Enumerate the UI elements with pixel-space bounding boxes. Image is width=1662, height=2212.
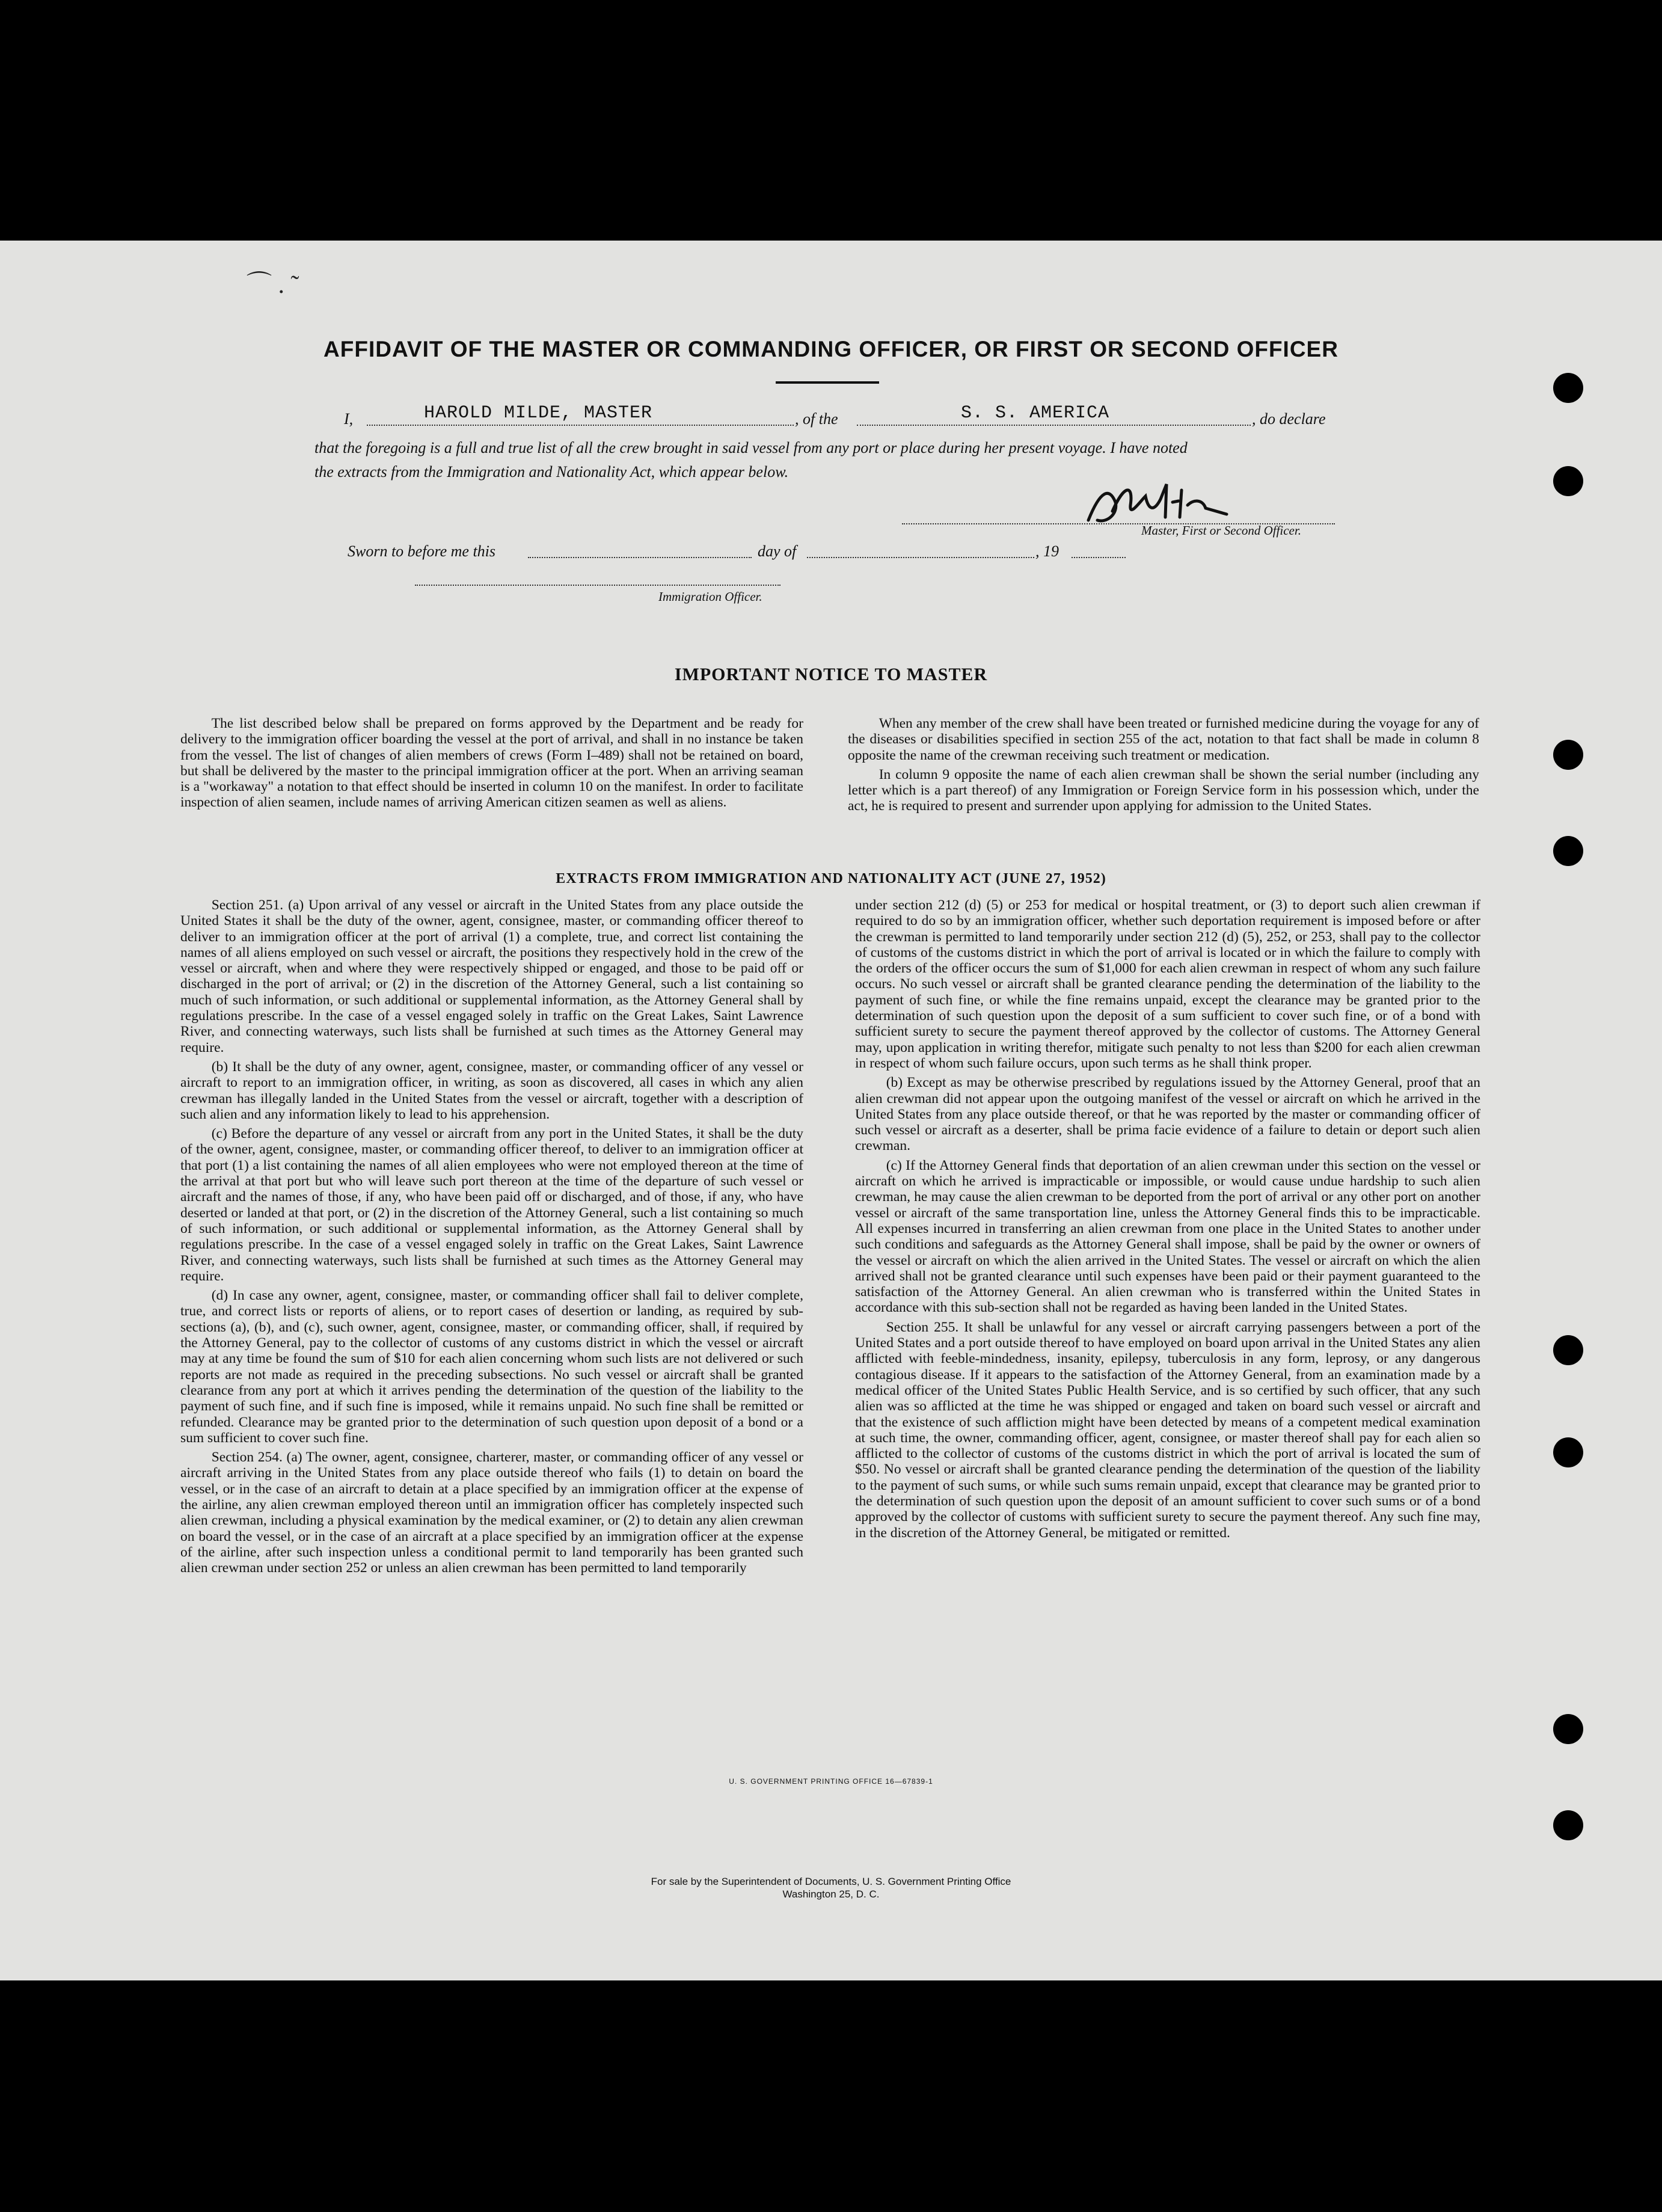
punch-hole	[1553, 1714, 1583, 1744]
section-paragraph: (c) Before the departure of any vessel or aircraft from any port in the United States, it shall be the duty of the owner, agent, consignee, master, or commanding officer thereof, to deliver to an immigration officer at that port (1) a list containing the names of all alien employees who were not employed thereon at the time of the arrival at that port but who will leave such port thereon at the time of the departure of such vessel or aircraft and the names of those, if any, who have been paid off or discharged, and of those, if any, who have deserted or landed at that port, or (2) in the discretion of the Attorney General, such a list containing so much of such information, or such additional or supplemental information, as the Attorney General shall by regulations prescribe. In the case of a vessel engaged solely in traffic on the Great Lakes, Saint Lawrence River, and connecting waterways, such lists shall be furnished at such times as the Attorney General may require.	[180, 1126, 803, 1284]
i-label: I,	[344, 410, 354, 428]
form-page	[0, 241, 1662, 1980]
punch-hole	[1553, 1437, 1583, 1467]
extracts-right-column	[855, 897, 1480, 1544]
affidavit-line-3: the extracts from the Immigration and Nationality Act, which appear below.	[314, 463, 789, 481]
name-field-line	[367, 425, 794, 426]
punch-hole	[1553, 836, 1583, 866]
sworn-day-line	[528, 557, 752, 558]
section-paragraph: Section 251. (a) Upon arrival of any vessel or aircraft in the United States from any place outside the United States it shall be the duty of the owner, agent, consignee, master, or commanding officer thereof to deliver to an immigration officer at the port of arrival (1) a complete, true, and correct list containing the names of all aliens employed on such vessel or aircraft, the positions they respectively hold in the crew of the vessel or aircraft, when and where they were respectively shipped or engaged, and those to be paid off or discharged in the port of arrival; or (2) in the discretion of the Attorney General, such a list containing so much of such information, or such additional or supplemental information, as the Attorney General shall by regulations prescribe. In the case of a vessel engaged solely in traffic on the Great Lakes, Saint Lawrence River, and connecting waterways, such lists shall be furnished at such times as the Attorney General may require.	[180, 897, 803, 1055]
affidavit-title: AFFIDAVIT OF THE MASTER OR COMMANDING OFFICER, OR FIRST OR SECOND OFFICER	[324, 337, 1338, 361]
footer-sale-notice	[0, 1875, 1662, 1900]
section-paragraph: (b) It shall be the duty of any owner, agent, consignee, master, or commanding officer of any vessel or aircraft to report to an immigration officer, in writing, as soon as discovered, all cases in which any alien crewman has illegally landed in the United States from the vessel or aircraft, together with a description of such alien and any information likely to lead to his apprehension.	[180, 1058, 803, 1122]
day-of-label: day of	[758, 542, 797, 560]
master-caption: Master, First or Second Officer.	[1141, 523, 1301, 538]
notice-paragraph: When any member of the crew shall have been treated or furnished medicine during the voyage for any of the diseases or disabilities specified in section 255 of the act, notation to that fact shall be made in column 8 opposite the name of the crewman receiving such treatment or medication.	[848, 716, 1479, 763]
master-name-field[interactable]: HAROLD MILDE, MASTER	[424, 403, 653, 423]
section-paragraph: (d) In case any owner, agent, consignee, master, or commanding officer shall fail to deliver complete, true, and correct lists or reports of aliens, or to report cases of desertion or landing, as required by sub-sections (a), (b), and (c), such owner, agent, consignee, master, or commanding officer, shall, if required by the Attorney General, pay to the collector of customs of any customs district in which the vessel or aircraft may at any time be found the sum of $10 for each alien concerning whom such lists are not delivered or such reports are not made as required in the preceding subsections. No such vessel or aircraft shall be granted clearance from any port at which it arrives pending the determination of the question of the liability to the payment of such fine, and if such fine is imposed, while it remains unpaid. No such fine shall be remitted or refunded. Clearance may be granted prior to the determination of such question upon deposit of a bond or a sum sufficient to cover such fine.	[180, 1288, 803, 1446]
do-declare-label: , do declare	[1252, 410, 1326, 428]
extracts-heading: EXTRACTS FROM IMMIGRATION AND NATIONALITY ACT (JUNE 27, 1952)	[556, 871, 1106, 886]
notice-heading: IMPORTANT NOTICE TO MASTER	[674, 665, 988, 684]
section-paragraph: Section 254. (a) The owner, agent, consignee, charterer, master, or commanding officer of any vessel or aircraft arriving in the United States from any place outside thereof who fails (1) to detain on board the vessel, or in the case of an aircraft to detain at a place specified by an immigration officer at the expense of the airline, any alien crewman employed thereon until an immigration officer has completely inspected such alien crewman, including a physical examination by the medical examiner, or (2) to detain any alien crewman on board the vessel, or in the case of an aircraft at a place specified by an immigration officer at the expense of the airline, after such inspection unless a conditional permit to land temporarily has been granted such alien crewman under section 252 or unless an alien crewman has been permitted to land temporarily	[180, 1449, 803, 1576]
footer-line-1: For sale by the Superintendent of Documents, U. S. Government Printing Office	[651, 1876, 1011, 1887]
notice-right-column	[848, 716, 1479, 818]
section-paragraph: under section 212 (d) (5) or 253 for medical or hospital treatment, or (3) to deport such alien crewman if required to do so by an immigration officer, whether such deportation requirement is imposed before or after the crewman is permitted to land temporarily under section 212 (d) (5), 252, or 253, shall pay to the collector of customs of the customs district in which the port of arrival is located or in which the failure to comply with the orders of the officer occurs the sum of $1,000 for each alien crewman in respect of whom any such failure occurs. No such vessel or aircraft shall be granted clearance pending the determination of the liability to the payment of such fine, or while the fine remains unpaid, except the clearance may be granted prior to the determination of such question upon the deposit of a sum sufficient to cover such fine, or of a bond with sufficient surety to secure the payment thereof approved by the collector of customs. The Attorney General may, upon application in writing therefor, mitigate such penalty to not less than $200 for each alien crewman in respect of whom such failure occurs, upon such terms as he shall think proper.	[855, 897, 1480, 1071]
sworn-year-line	[1072, 557, 1126, 558]
immigration-officer-line	[415, 585, 780, 586]
sworn-label: Sworn to before me this	[348, 542, 496, 560]
immigration-officer-caption: Immigration Officer.	[658, 589, 762, 604]
edge-mark: ⌒ . ˜	[247, 271, 299, 299]
punch-hole	[1553, 1810, 1583, 1840]
footer-line-2: Washington 25, D. C.	[782, 1888, 880, 1900]
of-the-label: , of the	[795, 410, 838, 428]
section-paragraph: (c) If the Attorney General finds that deportation of an alien crewman under this section on the vessel or aircraft on which he arrived is impracticable or impossible, or would cause undue hardship to such alien crewman, he may cause the alien crewman to be deported from the port of arrival or any other port on another vessel or aircraft of the same transportation line, unless the Attorney General finds this to be impracticable. All expenses incurred in transferring an alien crewman from one place in the United States to another under such conditions and safeguards as the Attorney General shall impose, shall be paid by the owner or owners of the vessel or aircraft on which the alien arrived in the United States. The vessel or aircraft on which the alien arrived shall not be granted clearance until such expenses have been paid or their payment guaranteed to the satisfaction of the Attorney General. An alien crewman who is transferred within the United States in accordance with this sub-section shall not be regarded as having been landed in the United States.	[855, 1157, 1480, 1316]
printing-office-line: U. S. GOVERNMENT PRINTING OFFICE 16—67839-1	[729, 1777, 933, 1786]
vessel-field-line	[857, 425, 1251, 426]
extracts-left-column	[180, 897, 803, 1579]
punch-hole	[1553, 466, 1583, 496]
title-rule	[776, 381, 879, 384]
year-label: , 19	[1035, 542, 1059, 560]
section-paragraph: (b) Except as may be otherwise prescribed by regulations issued by the Attorney General, proof that an alien crewman did not appear upon the outgoing manifest of the vessel or aircraft on which he arrived in the United States from any place outside thereof, or that he was reported by the master or commanding officer of such vessel or aircraft as a deserter, shall be prima facie evidence of a failure to detain or deport such alien crewman.	[855, 1075, 1480, 1154]
punch-hole	[1553, 740, 1583, 770]
affidavit-line-2: that the foregoing is a full and true list of all the crew brought in said vessel from any port or place during her present voyage. I have noted	[314, 439, 1188, 456]
notice-paragraph: The list described below shall be prepared on forms approved by the Department and be ready for delivery to the immigration officer boarding the vessel at the port of arrival, and shall in no instance be taken from the vessel. The list of changes of alien members of crews (Form I–489) shall not be retained on board, but shall be delivered by the master to the principal immigration officer at the port. When an arriving seaman is a "workaway" a notation to that effect should be inserted in column 10 on the manifest. In order to facilitate inspection of alien seamen, include names of arriving American citizen seamen as well as aliens.	[180, 716, 803, 811]
notice-paragraph: In column 9 opposite the name of each alien crewman shall be shown the serial number (including any letter which is a part thereof) of any Immigration or Foreign Service form in his possession which, under the act, he is required to present and surrender upon applying for admission to the United States.	[848, 766, 1479, 814]
notice-left-column	[180, 716, 803, 814]
section-paragraph: Section 255. It shall be unlawful for any vessel or aircraft carrying passengers between a port of the United States and a port outside thereof to have employed on board upon arrival in the United States any alien afflicted with feeble-mindedness, insanity, epilepsy, tuberculosis in any form, leprosy, or any dangerous contagious disease. If it appears to the satisfaction of the Attorney General, from an examination made by a medical officer of the United States Public Health Service, and is so certified by such officer, that any such alien was so afflicted at the time he was shipped or engaged and taken on board such vessel or aircraft and that the existence of such affliction might have been detected by means of a competent medical examination at such time, the owner, commanding officer, agent, consignee, or master thereof shall pay for each alien so afflicted to the collector of customs of the customs district in which the port of arrival is located the sum of $50. No vessel or aircraft shall be granted clearance pending the determination of the question of the liability to the payment of such sums, or while such sums remain unpaid, except that clearance may be granted prior to the determination of such question upon the deposit of an amount sufficient to cover such sums or of a bond approved by the collector of customs with sufficient surety to secure the payment thereof. Any such fine may, in the discretion of the Attorney General, be mitigated or remitted.	[855, 1319, 1480, 1541]
punch-hole	[1553, 373, 1583, 403]
punch-hole	[1553, 1335, 1583, 1365]
sworn-month-line	[807, 557, 1034, 558]
vessel-name-field[interactable]: S. S. AMERICA	[961, 403, 1110, 423]
